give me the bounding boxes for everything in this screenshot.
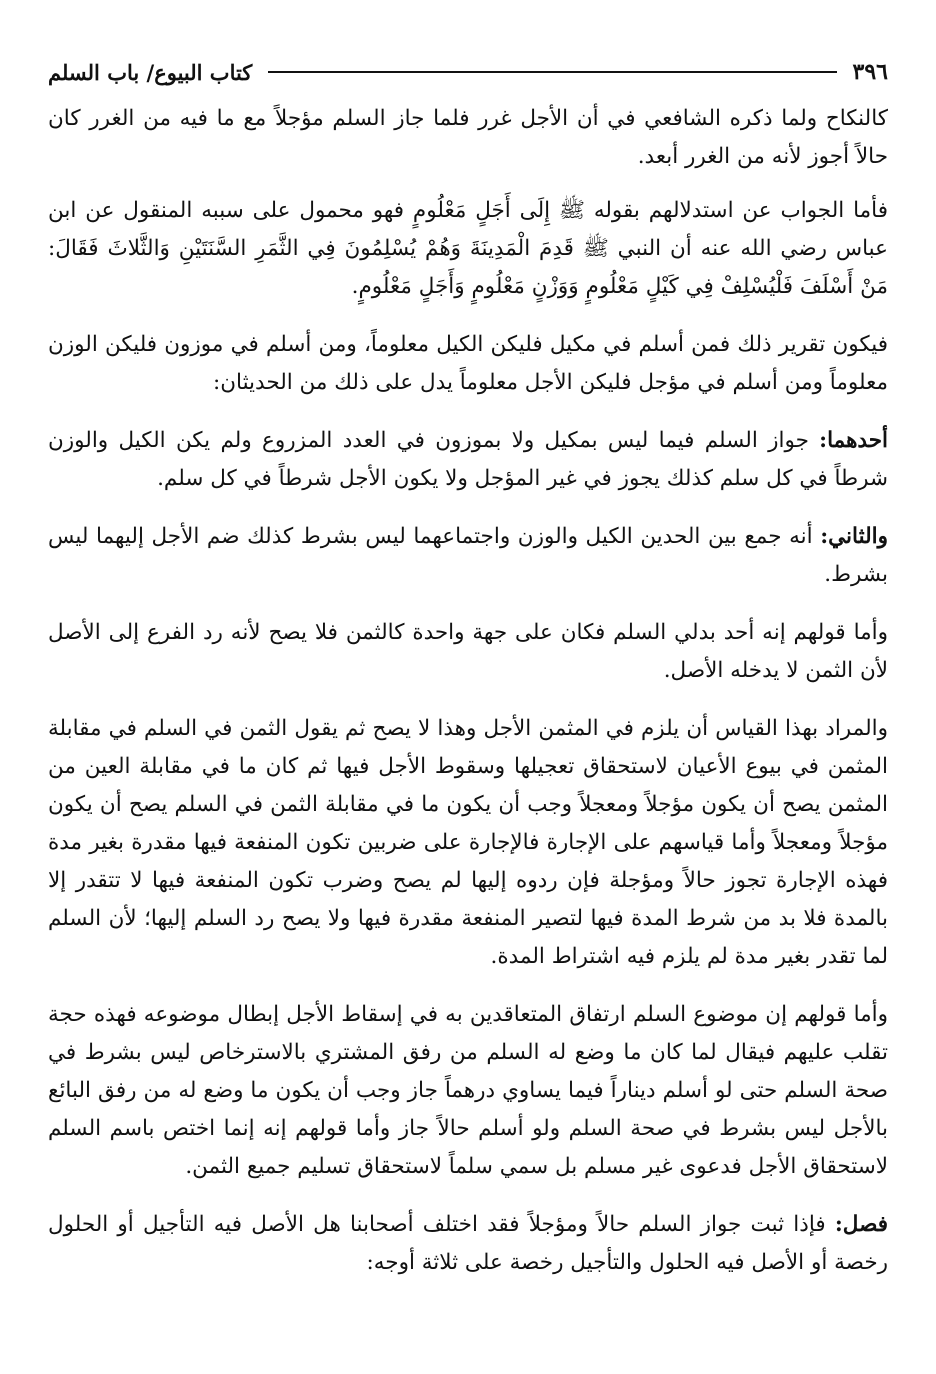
header-rule [268,71,836,73]
paragraph [48,326,888,402]
body-text [48,100,888,1282]
paragraph [48,996,888,1186]
page-number: ٣٩٦ [852,59,888,85]
paragraph-text: أنه جمع بين الحدين الكيل والوزن واجتماعهما ليس بشرط كذلك ضم الأجل إليهما ليس بشرط. [48,524,888,587]
paragraph-text: فأما الجواب عن استدلالهم بقوله ﷺ إِلَى أَجَلٍ مَعْلُومٍ فهو محمول على سببه المنقول عن ابن عباس رضي الله عنه أن النبي ﷺ قَدِمَ الْمَدِينَةَ وَهُمْ يُسْلِمُونَ فِي الثَّمَرِ السَّنَتَيْنِ وَالثَّلاثَ فَقَالَ: مَنْ أَسْلَفَ فَلْيُسْلِفْ فِي كَيْلٍ مَعْلُومٍ وَوَزْنٍ مَعْلُومٍ وَأَجَلٍ مَعْلُومٍ. [48,198,888,299]
paragraph-lead: والثاني: [820,524,888,549]
running-header [48,52,888,92]
paragraph [48,614,888,690]
paragraph [48,710,888,976]
book-page [48,52,888,1302]
chapter-title: كتاب البيوع/ باب السلم [48,59,253,85]
paragraph-text: وأما قولهم إن موضوع السلم ارتفاق المتعاقدين به في إسقاط الأجل إبطال موضوعه فهذه حجة تقلب عليهم فيقال لما كان ما وضع له السلم من رفق المشتري بالاسترخاص ليس بشرط في صحة السلم حتى لو أسلم ديناراً فيما يساوي درهماً جاز وجب أن يكون ما وضع له من رفق البائع بالأجل ليس بشرط في صحة السلم ولو أسلم حالاً جاز وأما قولهم إنه إنما اختص باسم السلم لاستحقاق الأجل فدعوى غير مسلم بل سمي سلماً لاستحقاق تسليم جميع الثمن. [48,1002,888,1179]
paragraph-text: فإذا ثبت جواز السلم حالاً ومؤجلاً فقد اختلف أصحابنا هل الأصل فيه التأجيل أو الحلول رخصة أو الأصل فيه الحلول والتأجيل رخصة على ثلاثة أوجه: [48,1212,888,1275]
paragraph [48,518,888,594]
paragraph-text: فيكون تقرير ذلك فمن أسلم في مكيل فليكن الكيل معلوماً، ومن أسلم في موزون فليكن الوزن معلوماً ومن أسلم في مؤجل فليكن الأجل معلوماً يدل على ذلك من الحديثان: [48,332,888,395]
paragraph [48,100,888,176]
paragraph-text: كالنكاح ولما ذكره الشافعي في أن الأجل غرر فلما جاز السلم مؤجلاً مع ما فيه من الغرر كان حالاً أجوز لأنه من الغرر أبعد. [48,106,888,169]
paragraph [48,192,888,306]
paragraph-lead: أحدهما: [819,428,888,453]
paragraph-lead: فصل: [834,1212,888,1237]
paragraph-text: والمراد بهذا القياس أن يلزم في المثمن الأجل وهذا لا يصح ثم يقول الثمن في السلم في مقابلة المثمن في بيوع الأعيان لاستحقاق تعجيلها وسقوط الأجل فيها ثم كان ما في مقابلة العين من المثمن يصح أن يكون مؤجلاً ومعجلاً وجب أن يكون ما في مقابلة الثمن في السلم يصح أن يكون مؤجلاً ومعجلاً وأما قياسهم على الإجارة فالإجارة على ضربين تكون المنفعة فيها مقدرة بغير مدة فهذه الإجارة تجوز حالاً ومؤجلة فإن ردوه إليها لم يصح وضرب تكون المنفعة فيها لا تتقدر إلا بالمدة فلا بد من شرط المدة فيها لتصير المنفعة مقدرة فيها ولا يصح رد السلم إليها؛ لأن السلم لما تقدر بغير مدة لم يلزم فيه اشتراط المدة. [48,716,888,969]
paragraph [48,1206,888,1282]
paragraph-text: وأما قولهم إنه أحد بدلي السلم فكان على جهة واحدة كالثمن فلا يصح لأنه رد الفرع إلى الأصل لأن الثمن لا يدخله الأصل. [48,620,888,683]
paragraph-text: جواز السلم فيما ليس بمكيل ولا بموزون في العدد المزروع ولم يكن الكيل والوزن شرطاً في كل سلم كذلك يجوز في غير المؤجل ولا يكون الأجل شرطاً في كل سلم. [48,428,888,491]
paragraph [48,422,888,498]
